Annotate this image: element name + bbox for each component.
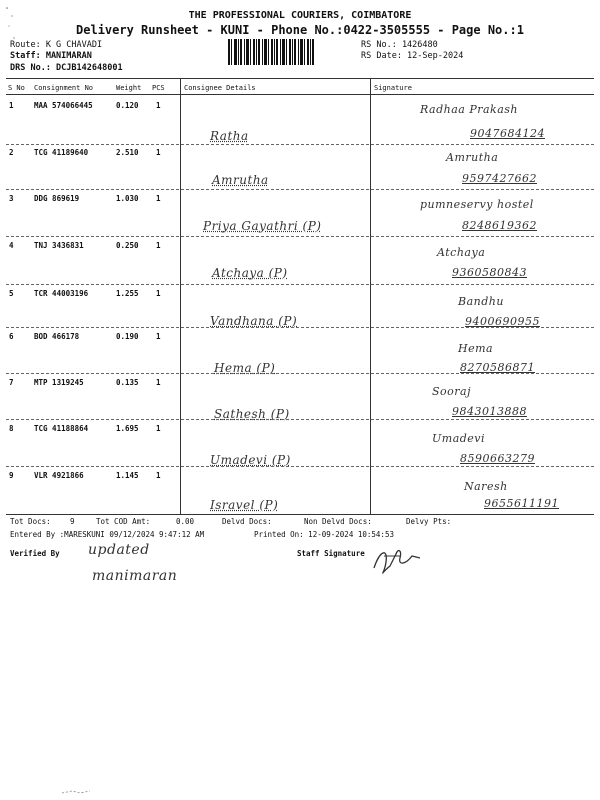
staff-signature-label: Staff Signature xyxy=(297,549,365,558)
signature-handwriting: Radhaa Prakash xyxy=(420,103,519,116)
col-header-consignee: Consignee Details xyxy=(184,84,256,92)
delvy-pts-label: Delvy Pts: xyxy=(406,517,452,526)
consignee-handwriting: Umadevi (P) xyxy=(210,453,291,467)
row-sno: 7 xyxy=(9,378,14,387)
runsheet-title: Delivery Runsheet - KUNI - Phone No.:0422-3505555 - Page No.:1 xyxy=(76,23,524,37)
signature-handwriting: Atchaya xyxy=(437,246,486,259)
col-header-sno: S No xyxy=(8,84,25,92)
route-label: Route: K G CHAVADI xyxy=(10,40,103,50)
row-consignment: TCG 41189640 xyxy=(34,148,89,157)
row-consignment: TCR 44003196 xyxy=(34,289,89,298)
col-header-consignment: Consignment No xyxy=(34,84,94,92)
signature-handwriting: Amrutha xyxy=(446,151,499,164)
row-separator xyxy=(6,373,594,374)
row-sno: 2 xyxy=(9,148,14,157)
consignee-handwriting: Priya Gayathri (P) xyxy=(203,219,322,233)
phone-handwriting: 9655611191 xyxy=(484,497,559,510)
row-pcs: 1 xyxy=(156,332,161,341)
row-separator xyxy=(6,144,594,145)
non-delvd-docs-label: Non Delvd Docs: xyxy=(304,517,372,526)
row-pcs: 1 xyxy=(156,289,161,298)
row-weight: 1.030 xyxy=(116,194,139,203)
row-pcs: 1 xyxy=(156,241,161,250)
row-consignment: BOD 466178 xyxy=(34,332,80,341)
phone-handwriting: 9360580843 xyxy=(452,266,527,279)
row-sno: 8 xyxy=(9,424,14,433)
row-sno: 5 xyxy=(9,289,14,298)
signature-handwriting: Bandhu xyxy=(458,295,504,308)
row-pcs: 1 xyxy=(156,378,161,387)
row-pcs: 1 xyxy=(156,471,161,480)
staff-signature-scribble xyxy=(370,544,424,578)
row-consignment: DDG 869619 xyxy=(34,194,80,203)
tot-cod-value: 0.00 xyxy=(176,517,195,526)
row-sno: 4 xyxy=(9,241,14,250)
signature-handwriting: Umadevi xyxy=(432,432,486,445)
rs-number: RS No.: 1426480 xyxy=(361,40,438,50)
consignee-handwriting: Vandhana (P) xyxy=(210,314,298,328)
table-top-rule xyxy=(6,78,594,79)
row-sno: 9 xyxy=(9,471,14,480)
row-weight: 0.190 xyxy=(116,332,139,341)
verified-by-label: Verified By xyxy=(10,549,60,558)
staff-label: Staff: MANIMARAN xyxy=(10,51,92,61)
row-separator xyxy=(6,236,594,237)
row-weight: 1.695 xyxy=(116,424,139,433)
row-weight: 1.145 xyxy=(116,471,139,480)
row-consignment: VLR 4921866 xyxy=(34,471,84,480)
row-consignment: MAA 574066445 xyxy=(34,101,93,110)
row-weight: 0.135 xyxy=(116,378,139,387)
col-header-signature: Signature xyxy=(374,84,412,92)
row-sno: 1 xyxy=(9,101,14,110)
signature-handwriting: Hema xyxy=(458,342,494,355)
verified-handwriting-1: updated xyxy=(88,542,150,558)
table-bottom-rule xyxy=(6,514,594,515)
row-separator xyxy=(6,419,594,420)
consignee-handwriting: Atchaya (P) xyxy=(212,266,288,280)
rs-date: RS Date: 12-Sep-2024 xyxy=(361,51,464,61)
row-separator xyxy=(6,466,594,467)
tot-docs-label: Tot Docs: xyxy=(10,517,51,526)
col-header-pcs: PCS xyxy=(152,84,165,92)
verified-handwriting-2: manimaran xyxy=(92,568,178,584)
company-title: THE PROFESSIONAL COURIERS, COIMBATORE xyxy=(188,10,412,21)
row-consignment: TCG 41188864 xyxy=(34,424,89,433)
row-pcs: 1 xyxy=(156,424,161,433)
row-separator xyxy=(6,284,594,285)
scan-speck-mark xyxy=(60,788,100,796)
consignee-handwriting: Hema (P) xyxy=(214,361,276,375)
row-separator xyxy=(6,327,594,328)
entered-by: Entered By :MARESKUNI 09/12/2024 9:47:12 AM xyxy=(10,530,205,539)
phone-handwriting: 9400690955 xyxy=(465,315,540,328)
signature-handwriting: pumneservy hostel xyxy=(420,198,534,211)
delvd-docs-label: Delvd Docs: xyxy=(222,517,272,526)
row-sno: 3 xyxy=(9,194,14,203)
consignee-handwriting: Amrutha xyxy=(212,173,269,187)
drs-number: DRS No.: DCJB142648001 xyxy=(10,63,123,73)
row-pcs: 1 xyxy=(156,194,161,203)
consignee-handwriting: Ratha xyxy=(210,129,249,143)
tot-docs-value: 9 xyxy=(70,517,75,526)
row-consignment: MTP 1319245 xyxy=(34,378,84,387)
scan-speck-mark xyxy=(4,4,18,44)
row-pcs: 1 xyxy=(156,148,161,157)
tot-cod-label: Tot COD Amt: xyxy=(96,517,151,526)
signature-handwriting: Naresh xyxy=(464,480,508,493)
row-pcs: 1 xyxy=(156,101,161,110)
phone-handwriting: 8590663279 xyxy=(460,452,535,465)
row-weight: 0.250 xyxy=(116,241,139,250)
phone-handwriting: 8248619362 xyxy=(462,219,537,232)
phone-handwriting: 8270586871 xyxy=(460,361,535,374)
phone-handwriting: 9843013888 xyxy=(452,405,527,418)
consignee-handwriting: Isravel (P) xyxy=(210,498,279,512)
row-sno: 6 xyxy=(9,332,14,341)
col-header-weight: Weight xyxy=(116,84,142,92)
row-weight: 2.510 xyxy=(116,148,139,157)
table-header-rule xyxy=(6,94,594,95)
printed-on: Printed On: 12-09-2024 10:54:53 xyxy=(254,530,394,539)
row-weight: 0.120 xyxy=(116,101,139,110)
consignee-handwriting: Sathesh (P) xyxy=(214,407,290,421)
row-consignment: TNJ 3436831 xyxy=(34,241,84,250)
barcode-image xyxy=(228,39,356,65)
phone-handwriting: 9597427662 xyxy=(462,172,537,185)
signature-handwriting: Sooraj xyxy=(432,385,472,398)
phone-handwriting: 9047684124 xyxy=(470,127,545,140)
row-weight: 1.255 xyxy=(116,289,139,298)
row-separator xyxy=(6,189,594,190)
